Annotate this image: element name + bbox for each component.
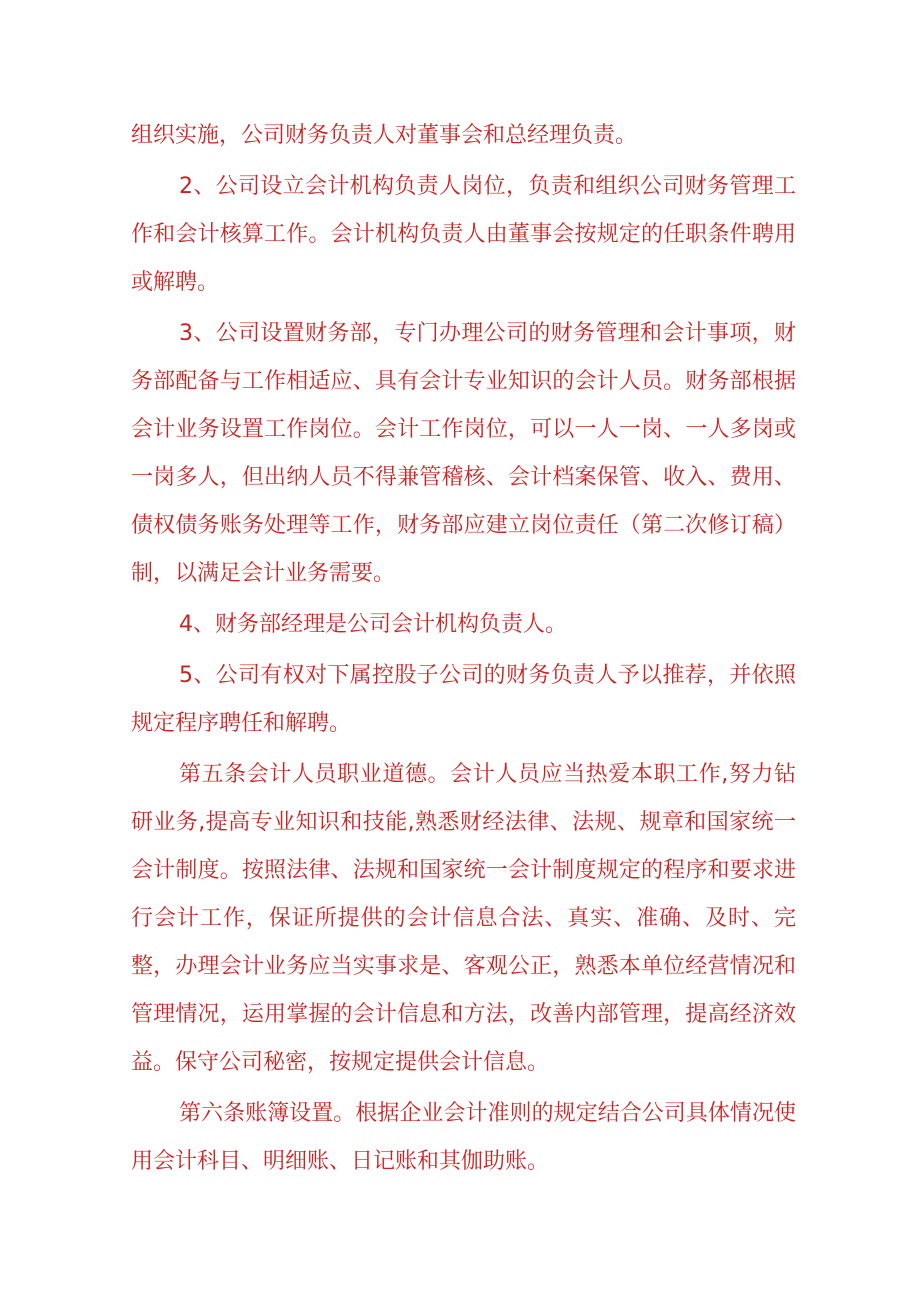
paragraph-item-2: 2、公司设立会计机构负责人岗位，负责和组织公司财务管理工作和会计核算工作。会计机构负责人由董事会按规定的任职条件聘用或解聘。 [131, 174, 796, 295]
paragraph-item-4: 4、财务部经理是公司会计机构负责人。 [179, 612, 567, 637]
paragraph-item-5: 5、公司有权对下属控股子公司的财务负责人予以推荐，并依照规定程序聘任和解聘。 [131, 663, 796, 736]
paragraph-article-6: 第六条账簿设置。根据企业会计准则的规定结合公司具体情况使用会计科目、明细账、日记账和其伽助账。 [131, 1101, 796, 1174]
paragraph-continuation: 组织实施，公司财务负责人对董事会和总经理负责。 [131, 123, 638, 148]
paragraph-article-5: 第五条会计人员职业道德。会计人员应当热爱本职工作,努力钻研业务,提高专业知识和技能,熟悉财经法律、法规、规章和国家统一会计制度。按照法律、法规和国家统一会计制度规定的程序和要求进行会计工作，保证所提供的会计信息合法、真实、准确、及时、完整，办理会计业务应当实事求是、客观公正，熟悉本单位经营情况和管理情况，运用掌握的会计信息和方法，改善内部管理，提高经济效益。保守公司秘密，按规定提供会计信息。 [131, 762, 796, 1075]
paragraph-item-3: 3、公司设置财务部，专门办理公司的财务管理和会计事项，财务部配备与工作相适应、具有会计专业知识的会计人员。财务部根据会计业务设置工作岗位。会计工作岗位，可以一人一岗、一人多岗或一岗多人，但出纳人员不得兼管稽核、会计档案保管、收入、费用、债权债务账务处理等工作，财务部应建立岗位责任（第二次修订稿）制，以满足会计业务需要。 [131, 321, 796, 586]
